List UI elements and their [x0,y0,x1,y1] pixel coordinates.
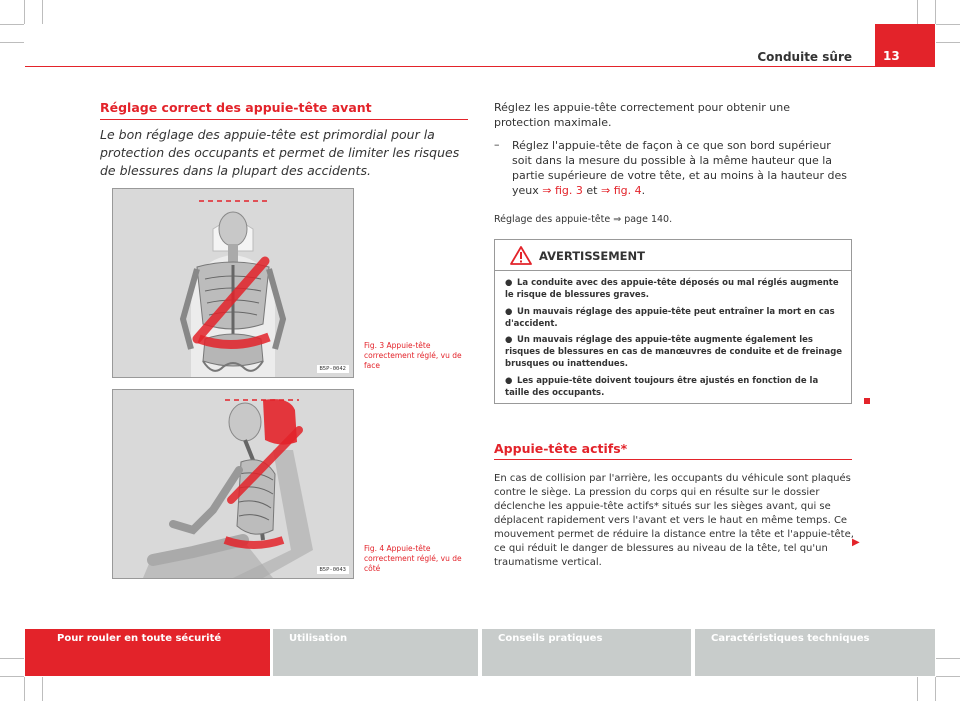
conjunction: et [586,184,598,197]
crop-mark [24,677,25,701]
footer-tab-usage[interactable] [273,629,478,676]
continue-arrow-icon: ▶ [852,537,860,548]
skeleton-front-illustration [113,189,353,377]
warning-item-text: Un mauvais réglage des appuie-tête augmente également les risques de blessures en cas de manœuvres de conduite et de freinage brusques ou inattendues. [505,335,843,369]
page-number: 13 [875,24,935,67]
fig4-link[interactable]: ⇒ fig. 4 [600,184,642,197]
paragraph: Réglez les appuie-tête correctement pour obtenir une protection maximale. [494,101,790,129]
fig3-link[interactable]: ⇒ fig. 3 [542,184,583,197]
footer-tab-label: Pour rouler en toute sécurité [57,633,222,644]
reference-line: Réglage des appuie-tête ⇒ page 140. [494,214,673,225]
warning-box [494,239,852,404]
header-rule [25,66,875,67]
warning-item-text: La conduite avec des appuie-tête déposés ou mal réglés augmente le risque de blessures graves. [505,278,839,300]
warning-item-text: Un mauvais réglage des appuie-tête peut entraîner la mort en cas d'accident. [505,307,835,329]
footer-tab-label: Caractéristiques techniques [711,633,870,644]
list-dash: – [494,138,500,151]
bullet: ● [505,278,513,288]
crop-mark [936,42,960,43]
crop-mark [936,658,960,659]
chapter-title: Conduite sûre [757,50,852,64]
crop-mark [24,0,25,24]
crop-mark [0,676,24,677]
crop-mark [0,42,24,43]
footer-tab-label: Conseils pratiques [498,633,603,644]
figure-code: B5P-0043 [317,566,350,574]
figure-caption: Fig. 3 Appuie-tête correctement réglé, vu de face [364,341,462,370]
warning-item [505,277,845,301]
bullet: ● [505,335,513,345]
warning-item [505,375,845,399]
crop-mark [0,24,24,25]
bullet: ● [505,307,513,317]
section-rule [494,459,852,460]
crop-mark [917,0,918,24]
crop-mark [936,676,960,677]
crop-mark [42,0,43,24]
bullet: ● [505,376,513,386]
section-intro: Le bon réglage des appuie-tête est primordial pour la protection des occupants et permet de limiter les risques de blessures dans la plupart des accidents. [100,127,460,178]
footer-tab-tips[interactable] [482,629,691,676]
section-title: Appuie-tête actifs* [494,441,628,456]
paragraph: En cas de collision par l'arrière, les occupants du véhicule sont plaqués contre le siège. La pression du corps qui en résulte sur le dossier déclenche les appuie-tête actifs* situés sur les sièges avant, qui se déplacent rapidement vers l'avant et vers le haut en même temps. Ce mouvement permet de réduire la distance entre la tête et l'appuie-tête, ce qui réduit le danger de blessures au niveau de la tête, tel qu'un traumatisme vertical. [494,473,854,568]
warning-item-text: Les appuie-tête doivent toujours être ajustés en fonction de la taille des occupants. [505,376,819,398]
skeleton-side-illustration [113,390,353,578]
warning-item [505,306,845,330]
warning-title: AVERTISSEMENT [539,249,646,263]
footer-tab-specs[interactable] [695,629,935,676]
end-of-section-marker [864,398,870,404]
crop-mark [935,0,936,24]
warning-header [495,240,851,271]
crop-mark [917,677,918,701]
crop-mark [42,677,43,701]
crop-mark [0,658,24,659]
crop-mark [935,677,936,701]
section-title: Réglage correct des appuie-tête avant [100,100,372,115]
crop-mark [936,24,960,25]
warning-item [505,334,845,370]
period: . [641,184,646,197]
footer-tab-safety[interactable] [25,629,270,676]
figure-code: B5P-0042 [317,365,350,373]
warning-triangle-icon [510,246,532,265]
list-item-text: Réglez l'appuie-tête de façon à ce que son bord supérieur soit dans la mesure du possible à la même hauteur que la partie supérieure de votre tête, et au moins à la hauteur des yeux [512,139,847,197]
section-rule [100,119,468,120]
list-item [512,138,850,198]
figure-caption: Fig. 4 Appuie-tête correctement réglé, vu de côté [364,544,462,573]
figure-side-view [112,389,354,579]
footer-tab-label: Utilisation [289,633,348,644]
figure-front-view [112,188,354,378]
